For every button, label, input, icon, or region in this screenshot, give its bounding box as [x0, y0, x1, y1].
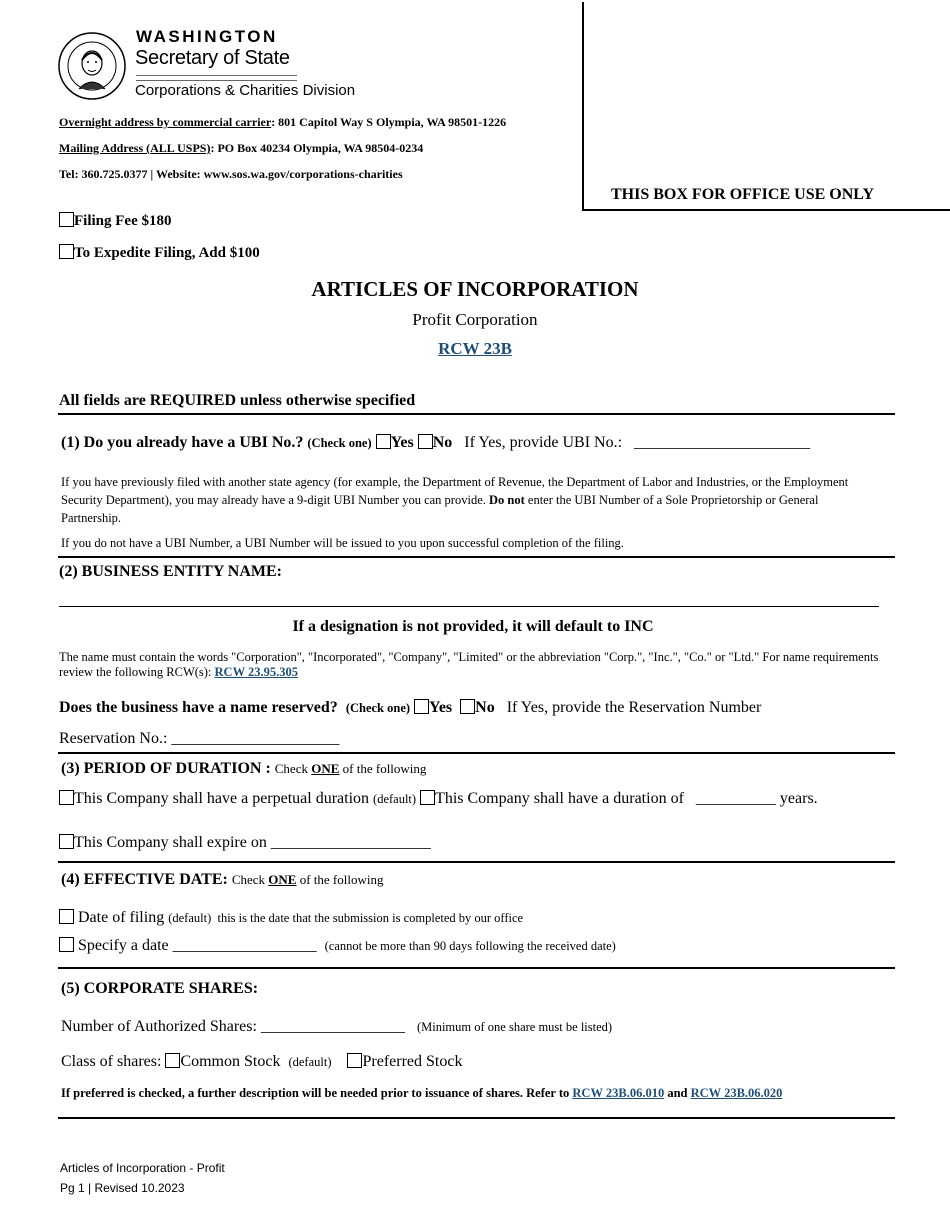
specify-date-row: Specify a date __________________ (cannot be more than 90 days following the received date)	[59, 937, 616, 955]
duration-years-checkbox[interactable]	[420, 790, 435, 805]
class-of-shares-row: Class of shares: Common Stock (default) Preferred Stock	[61, 1053, 463, 1070]
expire-checkbox[interactable]	[59, 834, 74, 849]
reservation-number-input[interactable]: _____________________	[171, 730, 340, 747]
duration-heading-row: (3) PERIOD OF DURATION : Check ONE of the following	[61, 760, 427, 777]
rcw-23b-link[interactable]: RCW 23B	[438, 339, 512, 358]
office-use-label: THIS BOX FOR OFFICE USE ONLY	[611, 186, 875, 203]
seal-icon	[57, 31, 127, 101]
agency-line1: WASHINGTON	[136, 27, 278, 46]
name-reserved-row: Does the business have a name reserved? (Check one) Yes No If Yes, provide the Reservation Number	[59, 699, 762, 716]
form-subtitle: Profit Corporation	[412, 310, 538, 329]
filing-fee-row: Filing Fee $180	[59, 212, 172, 230]
divider	[58, 861, 895, 863]
rcw-23-95-305-link[interactable]: RCW 23.95.305	[214, 665, 298, 679]
office-box-border-bottom	[582, 209, 950, 211]
corporate-shares-heading: (5) CORPORATE SHARES:	[61, 980, 259, 997]
authorized-shares-input[interactable]: __________________	[260, 1018, 405, 1035]
expedite-row: To Expedite Filing, Add $100	[59, 244, 260, 262]
expedite-checkbox[interactable]	[59, 244, 74, 259]
authorized-shares-row: Number of Authorized Shares: __________________ (Minimum of one share must be listed)	[61, 1018, 613, 1035]
logo-divider	[136, 75, 297, 81]
ubi-yes-checkbox[interactable]	[376, 434, 391, 449]
ubi-issued-note: If you do not have a UBI Number, a UBI Number will be issued to you upon successful completion of the filing.	[61, 536, 624, 550]
ubi-no-checkbox[interactable]	[418, 434, 433, 449]
divider	[58, 967, 895, 969]
overnight-address: Overnight address by commercial carrier: 801 Capitol Way S Olympia, WA 98501-1226	[59, 115, 507, 129]
common-stock-checkbox[interactable]	[165, 1053, 180, 1068]
specify-date-checkbox[interactable]	[59, 937, 74, 952]
preferred-stock-checkbox[interactable]	[347, 1053, 362, 1068]
reservation-number-row: Reservation No.: _____________________	[59, 730, 340, 747]
agency-line3: Corporations & Charities Division	[135, 82, 356, 99]
rcw-23b-06-010-link[interactable]: RCW 23B.06.010	[572, 1086, 665, 1100]
duration-years-input[interactable]: __________	[695, 790, 776, 807]
business-name-heading: (2) BUSINESS ENTITY NAME:	[59, 563, 282, 580]
specify-date-input[interactable]: __________________	[172, 937, 317, 954]
mailing-address: Mailing Address (ALL USPS): PO Box 40234 Olympia, WA 98504-0234	[59, 141, 424, 155]
footer-form-name: Articles of Incorporation - Profit	[60, 1161, 225, 1175]
ubi-question-row: (1) Do you already have a UBI No.? (Check one) Yes No If Yes, provide UBI No.: ______________________	[61, 434, 811, 451]
date-of-filing-checkbox[interactable]	[59, 909, 74, 924]
business-name-input[interactable]	[59, 606, 879, 607]
name-requirements: The name must contain the words "Corporation", "Incorporated", "Company", "Limited" or the abbreviation "Corp.", "Inc.", "Co." or "Ltd." For name requirements review the following RCW(s): RCW 23.95.305	[59, 650, 879, 679]
reserved-no-checkbox[interactable]	[460, 699, 475, 714]
date-of-filing-row: Date of filing (default) this is the date that the submission is completed by our office	[59, 909, 523, 927]
ubi-input[interactable]: ______________________	[634, 434, 811, 451]
designation-note: If a designation is not provided, it will default to INC	[292, 618, 654, 635]
divider	[58, 413, 895, 415]
reserved-yes-checkbox[interactable]	[414, 699, 429, 714]
agency-line2: Secretary of State	[135, 47, 290, 69]
effective-date-heading-row: (4) EFFECTIVE DATE: Check ONE of the following	[61, 871, 384, 888]
preferred-note: If preferred is checked, a further description will be needed prior to issuance of shares. Refer to RCW 23B.06.010 and RCW 23B.06.020	[61, 1086, 783, 1100]
footer-page-info: Pg 1 | Revised 10.2023	[60, 1181, 185, 1195]
duration-options-row: This Company shall have a perpetual duration (default) This Company shall have a duration of __________ years.	[59, 790, 818, 808]
rcw-23b-06-020-link[interactable]: RCW 23B.06.020	[690, 1086, 783, 1100]
required-note: All fields are REQUIRED unless otherwise specified	[59, 392, 416, 409]
filing-fee-checkbox[interactable]	[59, 212, 74, 227]
divider	[58, 752, 895, 754]
divider	[58, 1117, 895, 1119]
form-title: ARTICLES OF INCORPORATION	[311, 277, 639, 301]
ubi-explanation: If you have previously filed with another state agency (for example, the Department of Revenue, the Department of Labor and Industries, or the Employment Security Department), you may already have a 9-digit UBI Number you can provide. Do not enter the UBI Number of a Sole Proprietorship or General Partnership.	[61, 475, 849, 525]
office-box-border-left	[582, 2, 584, 211]
contact-info: Tel: 360.725.0377 | Website: www.sos.wa.gov/corporations-charities	[59, 167, 403, 181]
divider	[58, 556, 895, 558]
expire-row: This Company shall expire on ____________________	[59, 834, 431, 852]
rcw-link-wrap	[0, 339, 950, 359]
seal-logo	[57, 31, 127, 101]
expire-date-input[interactable]: ____________________	[270, 834, 431, 851]
perpetual-checkbox[interactable]	[59, 790, 74, 805]
